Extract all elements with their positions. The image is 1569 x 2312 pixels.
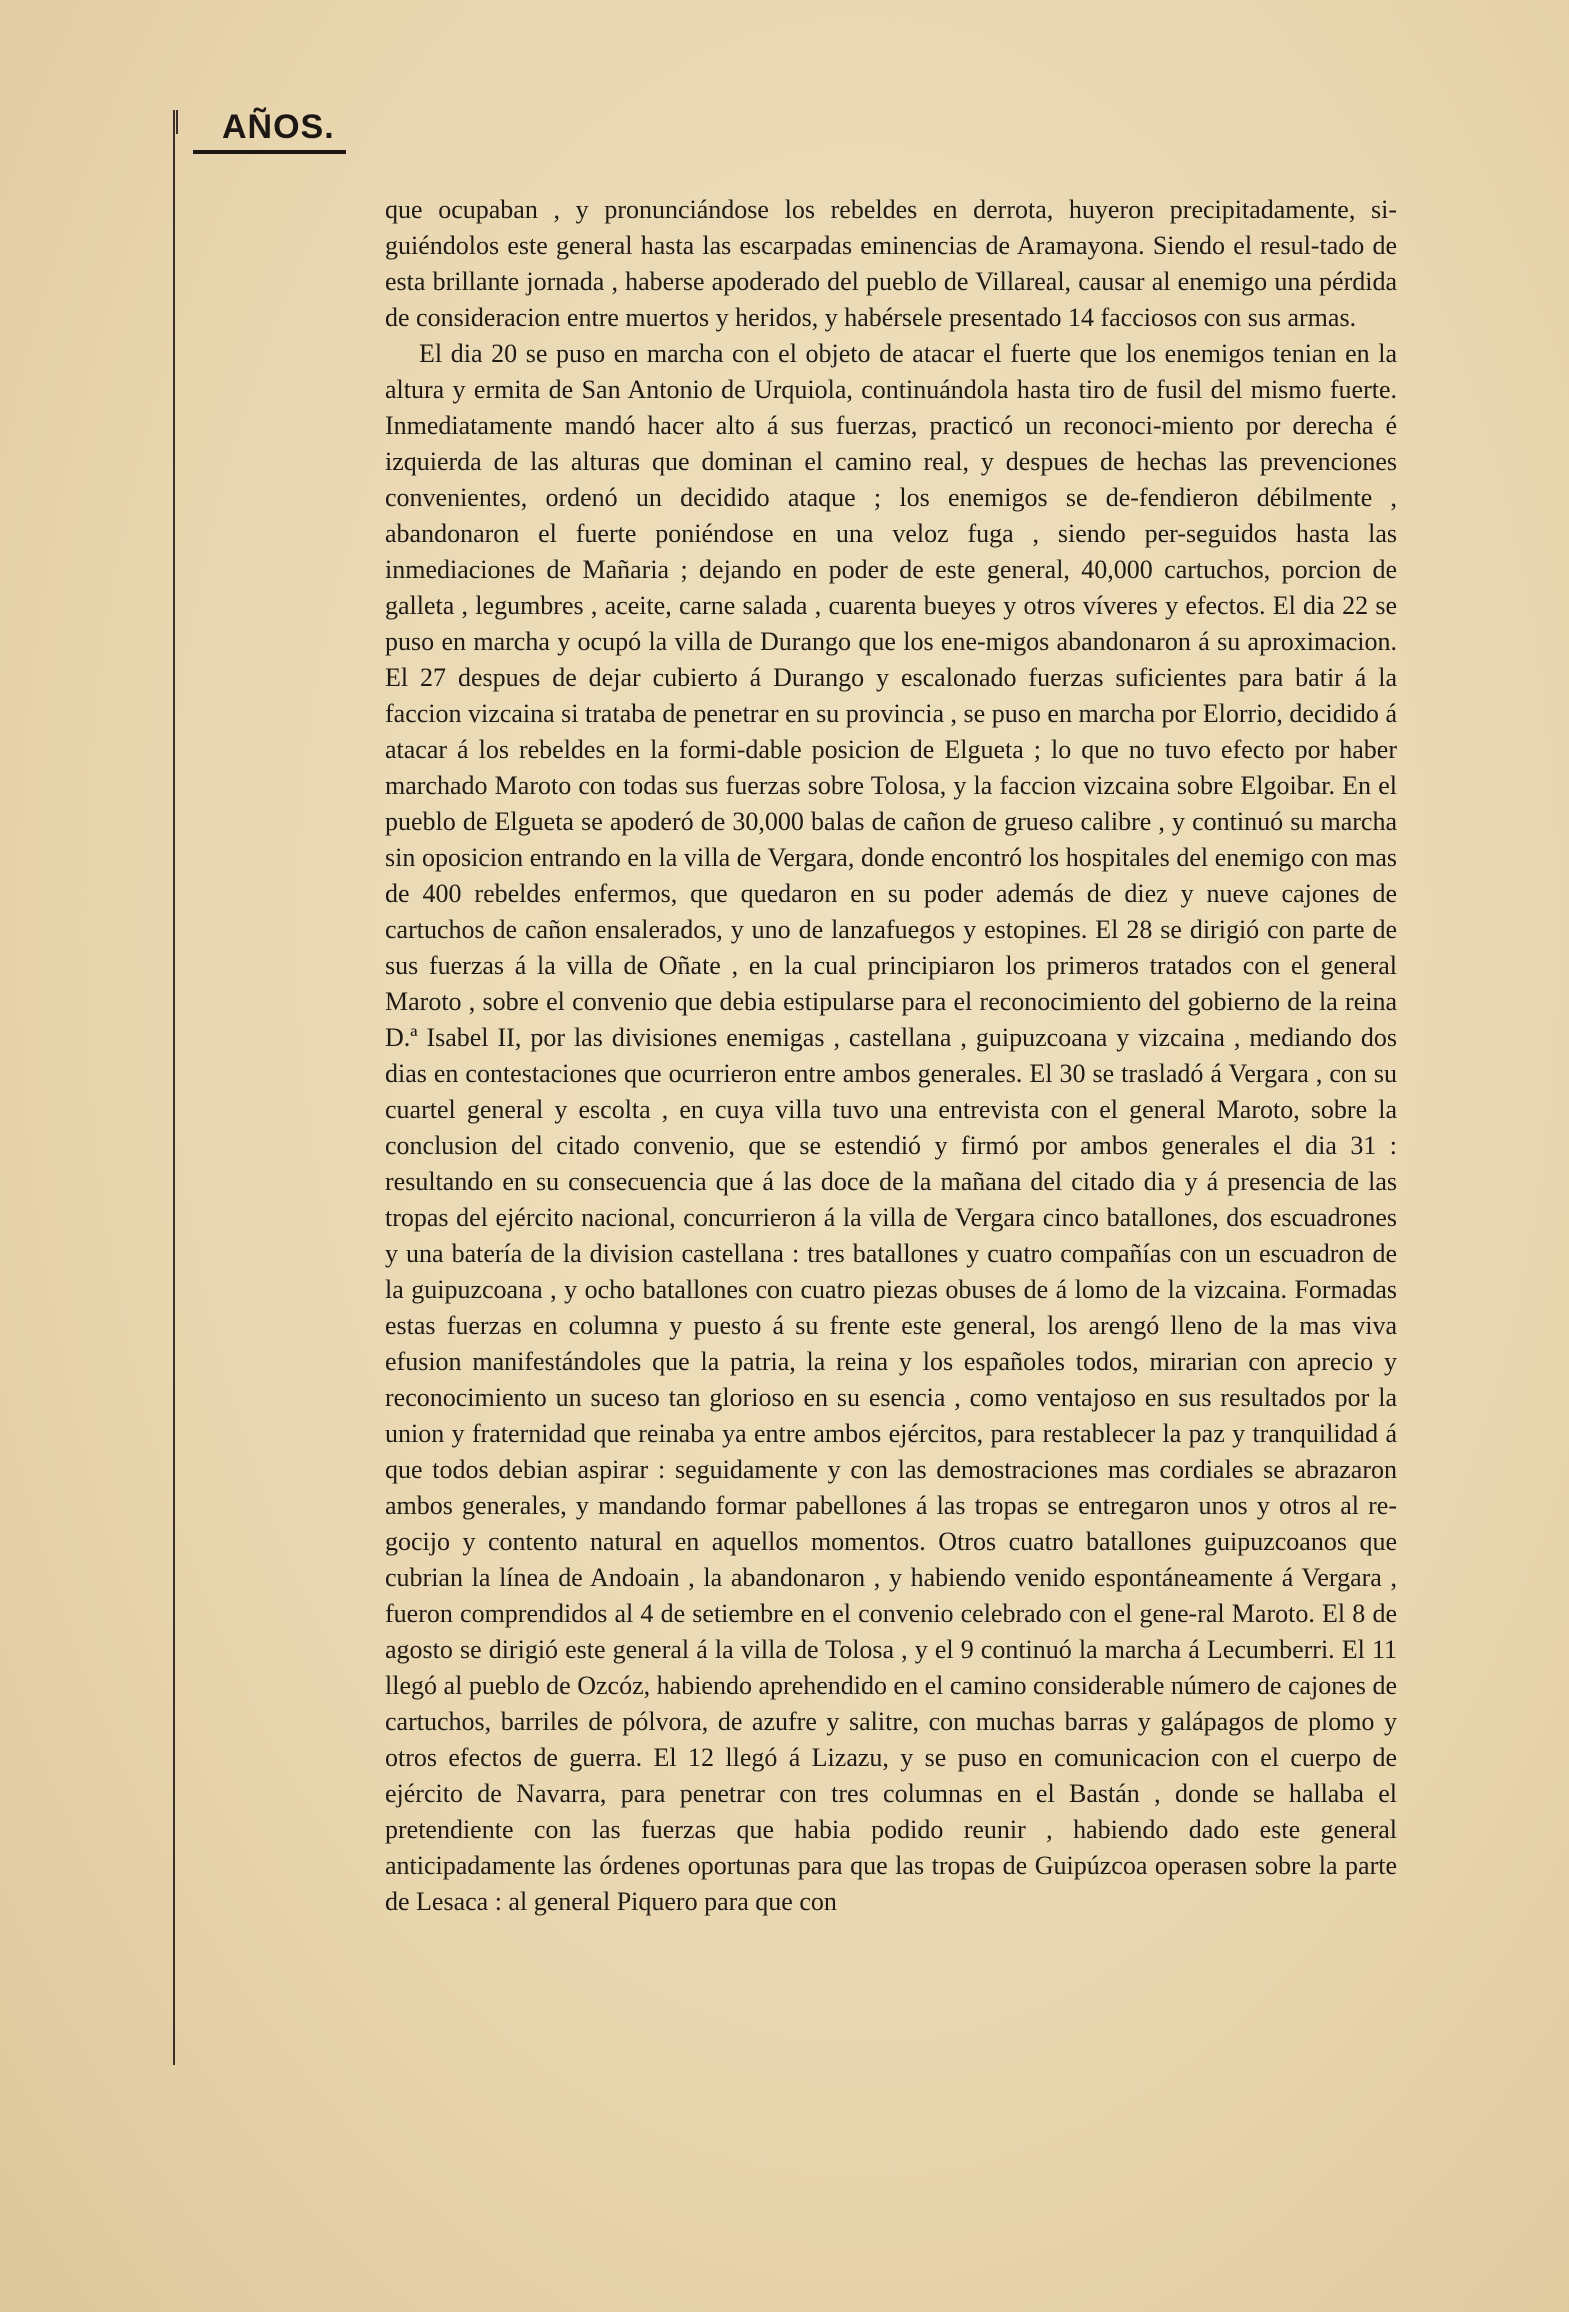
margin-vertical-rule [173, 110, 175, 2065]
paragraph-2: El dia 20 se puso en marcha con el objeto de atacar el fuerte que los enemigos tenian en la altura y ermita de San Antonio de Urquiola, continuándola hasta tiro de fusil del mismo fuerte. Inmediatamente mandó hacer alto á sus fuerzas, practicó un reconoci-miento por derecha é izquierda de las alturas que dominan el camino real, y despues de hechas las prevenciones convenientes, ordenó un decidido ataque ; los enemigos se de-fendieron débilmente , abandonaron el fuerte poniéndose en una veloz fuga , siendo per-seguidos hasta las inmediaciones de Mañaria ; dejando en poder de este general, 40,000 cartuchos, porcion de galleta , legumbres , aceite, carne salada , cuarenta bueyes y otros víveres y efectos. El dia 22 se puso en marcha y ocupó la villa de Durango que los ene-migos abandonaron á su aproximacion. El 27 despues de dejar cubierto á Durango y escalonado fuerzas suficientes para batir á la faccion vizcaina si trataba de penetrar en su provincia , se puso en marcha por Elorrio, decidido á atacar á los rebeldes en la formi-dable posicion de Elgueta ; lo que no tuvo efecto por haber marchado Maroto con todas sus fuerzas sobre Tolosa, y la faccion vizcaina sobre Elgoibar. En el pueblo de Elgueta se apoderó de 30,000 balas de cañon de grueso calibre , y continuó su marcha sin oposicion entrando en la villa de Vergara, donde encontró los hospitales del enemigo con mas de 400 rebeldes enfermos, que quedaron en su poder además de diez y nueve cajones de cartuchos de cañon ensalerados, y uno de lanzafuegos y estopines. El 28 se dirigió con parte de sus fuerzas á la villa de Oñate , en la cual principiaron los primeros tratados con el general Maroto , sobre el convenio que debia estipularse para el reconocimiento del gobierno de la reina D.ª Isabel II, por las divisiones enemigas , castellana , guipuzcoana y vizcaina , mediando dos dias en contestaciones que ocurrieron entre ambos generales. El 30 se trasladó á Vergara , con su cuartel general y escolta , en cuya villa tuvo una entrevista con el general Maroto, sobre la conclusion del citado convenio, que se estendió y firmó por ambos generales el dia 31 : resultando en su consecuencia que á las doce de la mañana del citado dia y á presencia de las tropas del ejército nacional, concurrieron á la villa de Vergara cinco batallones, dos escuadrones y una batería de la division castellana : tres batallones y cuatro compañías con un escuadron de la guipuzcoana , y ocho batallones con cuatro piezas obuses de á lomo de la vizcaina. Formadas estas fuerzas en columna y puesto á su frente este general, los arengó lleno de la mas viva efusion manifestándoles que la patria, la reina y los españoles todos, mirarian con aprecio y reconocimiento un suceso tan glorioso en su esencia , como ventajoso en sus resultados por la union y fraternidad que reinaba ya entre ambos ejércitos, para restablecer la paz y tranquilidad á que todos debian aspirar : seguidamente y con las demostraciones mas cordiales se abrazaron ambos generales, y mandando formar pabellones á las tropas se entregaron unos y otros al re-gocijo y contento natural en aquellos momentos. Otros cuatro batallones guipuzcoanos que cubrian la línea de Andoain , la abandonaron , y habiendo venido espontáneamente á Vergara , fueron comprendidos al 4 de setiembre en el convenio celebrado con el gene-ral Maroto. El 8 de agosto se dirigió este general á la villa de Tolosa , y el 9 continuó la marcha á Lecumberri. El 11 llegó al pueblo de Ozcóz, habiendo aprehendido en el camino considerable número de cajones de cartuchos, barriles de pólvora, de azufre y salitre, con muchas barras y galápagos de plomo y otros efectos de guerra. El 12 llegó á Lizazu, y se puso en comunicacion con el cuerpo de ejército de Navarra, para penetrar con tres columnas en el Bastán , donde se hallaba el pretendiente con las fuerzas que habia podido reunir , habiendo dado este general anticipadamente las órdenes oportunas para que las tropas de Guipúzcoa operasen sobre la parte de Lesaca : al general Piquero para que con [385, 339, 1397, 1916]
margin-tick-mark [176, 110, 178, 134]
body-text [385, 192, 1397, 1920]
header-underline-rule [193, 150, 346, 154]
paragraph-1: que ocupaban , y pronunciándose los rebeldes en derrota, huyeron precipitadamente, si-guiéndolos este general hasta las escarpadas eminencias de Aramayona. Siendo el resul-tado de esta brillante jornada , haberse apoderado del pueblo de Villareal, causar al enemigo una pérdida de consideracion entre muertos y heridos, y habérsele presentado 14 facciosos con sus armas. [385, 195, 1397, 332]
column-header-label: AÑOS. [222, 108, 335, 146]
